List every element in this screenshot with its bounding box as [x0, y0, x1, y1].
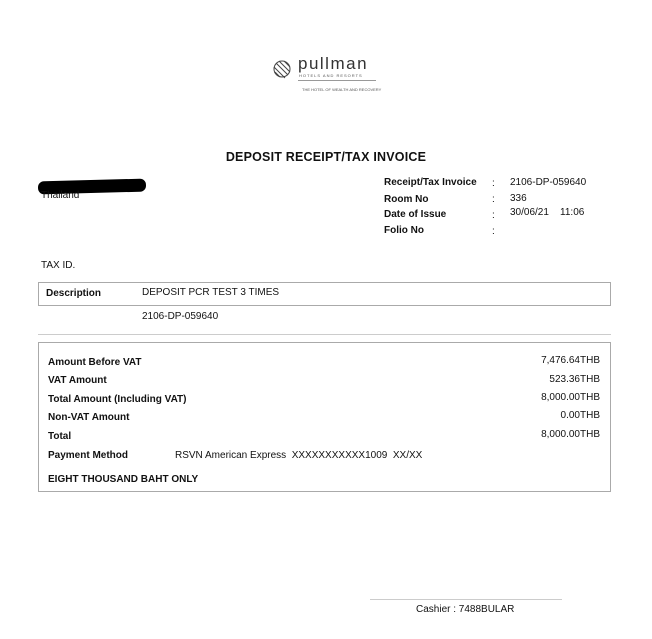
total-incl-vat-label: Total Amount (Including VAT): [48, 394, 187, 405]
logo-wordmark: pullman: [298, 54, 369, 73]
pullman-mark-icon: [270, 58, 294, 80]
amount-before-vat-value: 7,476.64THB: [541, 355, 600, 366]
colon: :: [492, 194, 495, 205]
total-incl-vat-value: 8,000.00THB: [541, 392, 600, 403]
payment-method-label: Payment Method: [48, 450, 129, 461]
receipt-no-value: 2106-DP-059640: [510, 177, 587, 188]
total-value: 8,000.00THB: [541, 429, 600, 440]
date-of-issue-value: 30/06/21 11:06: [510, 207, 585, 218]
receipt-no-label: Receipt/Tax Invoice: [384, 177, 477, 188]
vat-amount-value: 523.36THB: [549, 374, 600, 385]
non-vat-amount-value: 0.00THB: [560, 410, 600, 421]
room-no-label: Room No: [384, 194, 429, 205]
logo-subtitle: HOTELS AND RESORTS: [299, 73, 363, 78]
pullman-logo: [270, 54, 382, 94]
logo-tagline: THE HOTEL OF WEALTH AND RECOVERY: [302, 87, 382, 92]
divider: [38, 334, 611, 335]
tax-id-label: TAX ID.: [41, 260, 76, 271]
non-vat-amount-label: Non-VAT Amount: [48, 412, 130, 423]
document-title: DEPOSIT RECEIPT/TAX INVOICE: [225, 150, 427, 164]
vat-amount-label: VAT Amount: [48, 375, 107, 386]
logo-divider: [298, 80, 376, 81]
description-label: Description: [46, 288, 102, 299]
colon: :: [492, 226, 495, 237]
room-no-value: 336: [510, 193, 527, 204]
signature-line: [370, 599, 562, 600]
amount-in-words: EIGHT THOUSAND BAHT ONLY: [48, 474, 199, 485]
amount-before-vat-label: Amount Before VAT: [48, 357, 142, 368]
cashier-label: Cashier : 7488BULAR: [416, 604, 515, 615]
description-reference: 2106-DP-059640: [142, 311, 219, 322]
folio-no-label: Folio No: [384, 225, 424, 236]
total-label: Total: [48, 431, 72, 442]
description-value: DEPOSIT PCR TEST 3 TIMES: [142, 287, 280, 298]
payment-method-value: RSVN American Express XXXXXXXXXXX1009 XX/XX: [175, 450, 423, 461]
description-box: [38, 282, 611, 306]
colon: :: [492, 210, 495, 221]
date-of-issue-label: Date of Issue: [384, 209, 447, 220]
colon: :: [492, 178, 495, 189]
guest-country: Thailand: [41, 190, 80, 201]
